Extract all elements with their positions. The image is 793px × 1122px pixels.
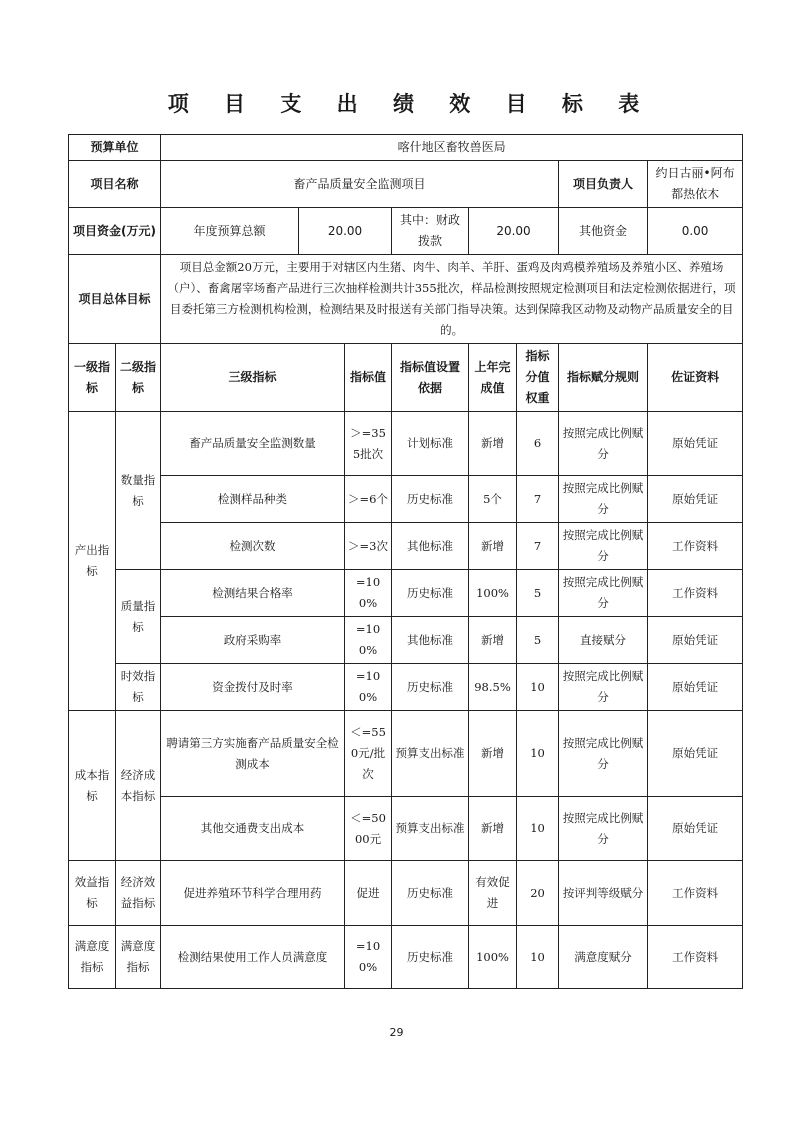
evidence-cell: 原始凭证	[648, 797, 743, 861]
weight-cell: 10	[517, 797, 559, 861]
evidence-cell: 原始凭证	[648, 664, 743, 711]
header-last-year: 上年完成值	[469, 344, 517, 412]
rule-cell: 按照完成比例赋分	[559, 523, 648, 570]
weight-cell: 6	[517, 412, 559, 476]
funds-label: 项目资金(万元)	[69, 208, 161, 255]
value-cell: 促进	[345, 861, 392, 926]
weight-cell: 5	[517, 617, 559, 664]
page-title: 项 目 支 出 绩 效 目 标 表	[167, 92, 654, 116]
last-year-cell: 新增	[469, 617, 517, 664]
basis-cell: 计划标准	[392, 412, 469, 476]
last-year-cell: 100%	[469, 926, 517, 989]
category-benefit: 效益指标	[69, 861, 116, 926]
table-row	[69, 797, 743, 861]
l3-cell: 检测结果合格率	[161, 570, 345, 617]
evidence-cell: 原始凭证	[648, 617, 743, 664]
basis-cell: 其他标准	[392, 523, 469, 570]
basis-cell: 其他标准	[392, 617, 469, 664]
l3-cell: 促进养殖环节科学合理用药	[161, 861, 345, 926]
goal-label: 项目总体目标	[69, 255, 161, 344]
weight-cell: 10	[517, 711, 559, 797]
weight-cell: 10	[517, 664, 559, 711]
page-number: 29	[389, 1026, 404, 1039]
funds-row	[69, 208, 743, 255]
last-year-cell: 100%	[469, 570, 517, 617]
rule-cell: 按照完成比例赋分	[559, 570, 648, 617]
weight-cell: 7	[517, 476, 559, 523]
header-basis: 指标值设置依据	[392, 344, 469, 412]
fiscal-value: 20.00	[469, 208, 559, 255]
performance-target-table	[68, 134, 743, 989]
evidence-cell: 原始凭证	[648, 476, 743, 523]
value-cell: ＞=355批次	[345, 412, 392, 476]
l3-cell: 检测样品种类	[161, 476, 345, 523]
weight-cell: 7	[517, 523, 559, 570]
table-row	[69, 412, 743, 476]
value-cell: ＜=550元/批次	[345, 711, 392, 797]
table-row	[69, 570, 743, 617]
category-economic-cost: 经济成本指标	[116, 711, 161, 861]
last-year-cell: 新增	[469, 711, 517, 797]
basis-cell: 历史标准	[392, 861, 469, 926]
rule-cell: 按照完成比例赋分	[559, 797, 648, 861]
last-year-cell: 新增	[469, 412, 517, 476]
category-quality: 质量指标	[116, 570, 161, 664]
table-row	[69, 617, 743, 664]
category-output: 产出指标	[69, 412, 116, 711]
header-value: 指标值	[345, 344, 392, 412]
evidence-cell: 工作资料	[648, 570, 743, 617]
value-cell: ＞=3次	[345, 523, 392, 570]
rule-cell: 满意度赋分	[559, 926, 648, 989]
evidence-cell: 工作资料	[648, 861, 743, 926]
l3-cell: 其他交通费支出成本	[161, 797, 345, 861]
annual-budget-value: 20.00	[299, 208, 392, 255]
category-economic-benefit: 经济效益指标	[116, 861, 161, 926]
rule-cell: 按照完成比例赋分	[559, 412, 648, 476]
l3-cell: 检测结果使用工作人员满意度	[161, 926, 345, 989]
annual-budget-label: 年度预算总额	[161, 208, 299, 255]
table-row	[69, 861, 743, 926]
goal-row	[69, 255, 743, 344]
evidence-cell: 原始凭证	[648, 412, 743, 476]
evidence-cell: 原始凭证	[648, 711, 743, 797]
unit-label: 预算单位	[69, 135, 161, 161]
category-timeliness: 时效指标	[116, 664, 161, 711]
last-year-cell: 5个	[469, 476, 517, 523]
value-cell: =100%	[345, 570, 392, 617]
table-row	[69, 476, 743, 523]
evidence-cell: 工作资料	[648, 523, 743, 570]
rule-cell: 按照完成比例赋分	[559, 711, 648, 797]
last-year-cell: 98.5%	[469, 664, 517, 711]
unit-row	[69, 135, 743, 161]
basis-cell: 历史标准	[392, 664, 469, 711]
table-row	[69, 523, 743, 570]
project-label: 项目名称	[69, 161, 161, 208]
other-funds-label: 其他资金	[559, 208, 648, 255]
header-rule: 指标赋分规则	[559, 344, 648, 412]
header-row	[69, 344, 743, 412]
value-cell: =100%	[345, 926, 392, 989]
unit-value: 喀什地区畜牧兽医局	[161, 135, 743, 161]
basis-cell: 历史标准	[392, 476, 469, 523]
rule-cell: 按照完成比例赋分	[559, 664, 648, 711]
l3-cell: 畜产品质量安全监测数量	[161, 412, 345, 476]
header-weight: 指标分值权重	[517, 344, 559, 412]
l3-cell: 聘请第三方实施畜产品质量安全检测成本	[161, 711, 345, 797]
value-cell: =100%	[345, 664, 392, 711]
table-row	[69, 926, 743, 989]
weight-cell: 5	[517, 570, 559, 617]
category-satisfaction-sub: 满意度指标	[116, 926, 161, 989]
last-year-cell: 新增	[469, 797, 517, 861]
category-cost: 成本指标	[69, 711, 116, 861]
basis-cell: 预算支出标准	[392, 797, 469, 861]
evidence-cell: 工作资料	[648, 926, 743, 989]
value-cell: ＜=5000元	[345, 797, 392, 861]
other-funds-value: 0.00	[648, 208, 743, 255]
basis-cell: 历史标准	[392, 926, 469, 989]
table-row	[69, 664, 743, 711]
header-l3: 三级指标	[161, 344, 345, 412]
leader-label: 项目负责人	[559, 161, 648, 208]
leader-value: 约日古丽•阿布都热依木	[648, 161, 743, 208]
basis-cell: 预算支出标准	[392, 711, 469, 797]
weight-cell: 10	[517, 926, 559, 989]
table-row	[69, 711, 743, 797]
header-l2: 二级指标	[116, 344, 161, 412]
project-value: 畜产品质量安全监测项目	[161, 161, 559, 208]
category-quantity: 数量指标	[116, 412, 161, 570]
value-cell: ＞=6个	[345, 476, 392, 523]
header-evidence: 佐证资料	[648, 344, 743, 412]
rule-cell: 按评判等级赋分	[559, 861, 648, 926]
l3-cell: 资金拨付及时率	[161, 664, 345, 711]
last-year-cell: 新增	[469, 523, 517, 570]
l3-cell: 政府采购率	[161, 617, 345, 664]
header-l1: 一级指标	[69, 344, 116, 412]
fiscal-label: 其中：财政拨款	[392, 208, 469, 255]
project-row	[69, 161, 743, 208]
rule-cell: 按照完成比例赋分	[559, 476, 648, 523]
value-cell: =100%	[345, 617, 392, 664]
goal-text: 项目总金额20万元，主要用于对辖区内生猪、肉牛、肉羊、羊肝、蛋鸡及肉鸡模养殖场及养殖小区、养殖场（户）、畜禽屠宰场畜产品进行三次抽样检测共计355批次，样品检测按照规定检测项目和法定检测依据进行，项目委托第三方检测机构检测，检测结果及时报送有关部门指导决策。达到保障我区动物及动物产品质量安全的目的。	[161, 255, 743, 344]
category-satisfaction: 满意度指标	[69, 926, 116, 989]
basis-cell: 历史标准	[392, 570, 469, 617]
l3-cell: 检测次数	[161, 523, 345, 570]
rule-cell: 直接赋分	[559, 617, 648, 664]
last-year-cell: 有效促进	[469, 861, 517, 926]
weight-cell: 20	[517, 861, 559, 926]
